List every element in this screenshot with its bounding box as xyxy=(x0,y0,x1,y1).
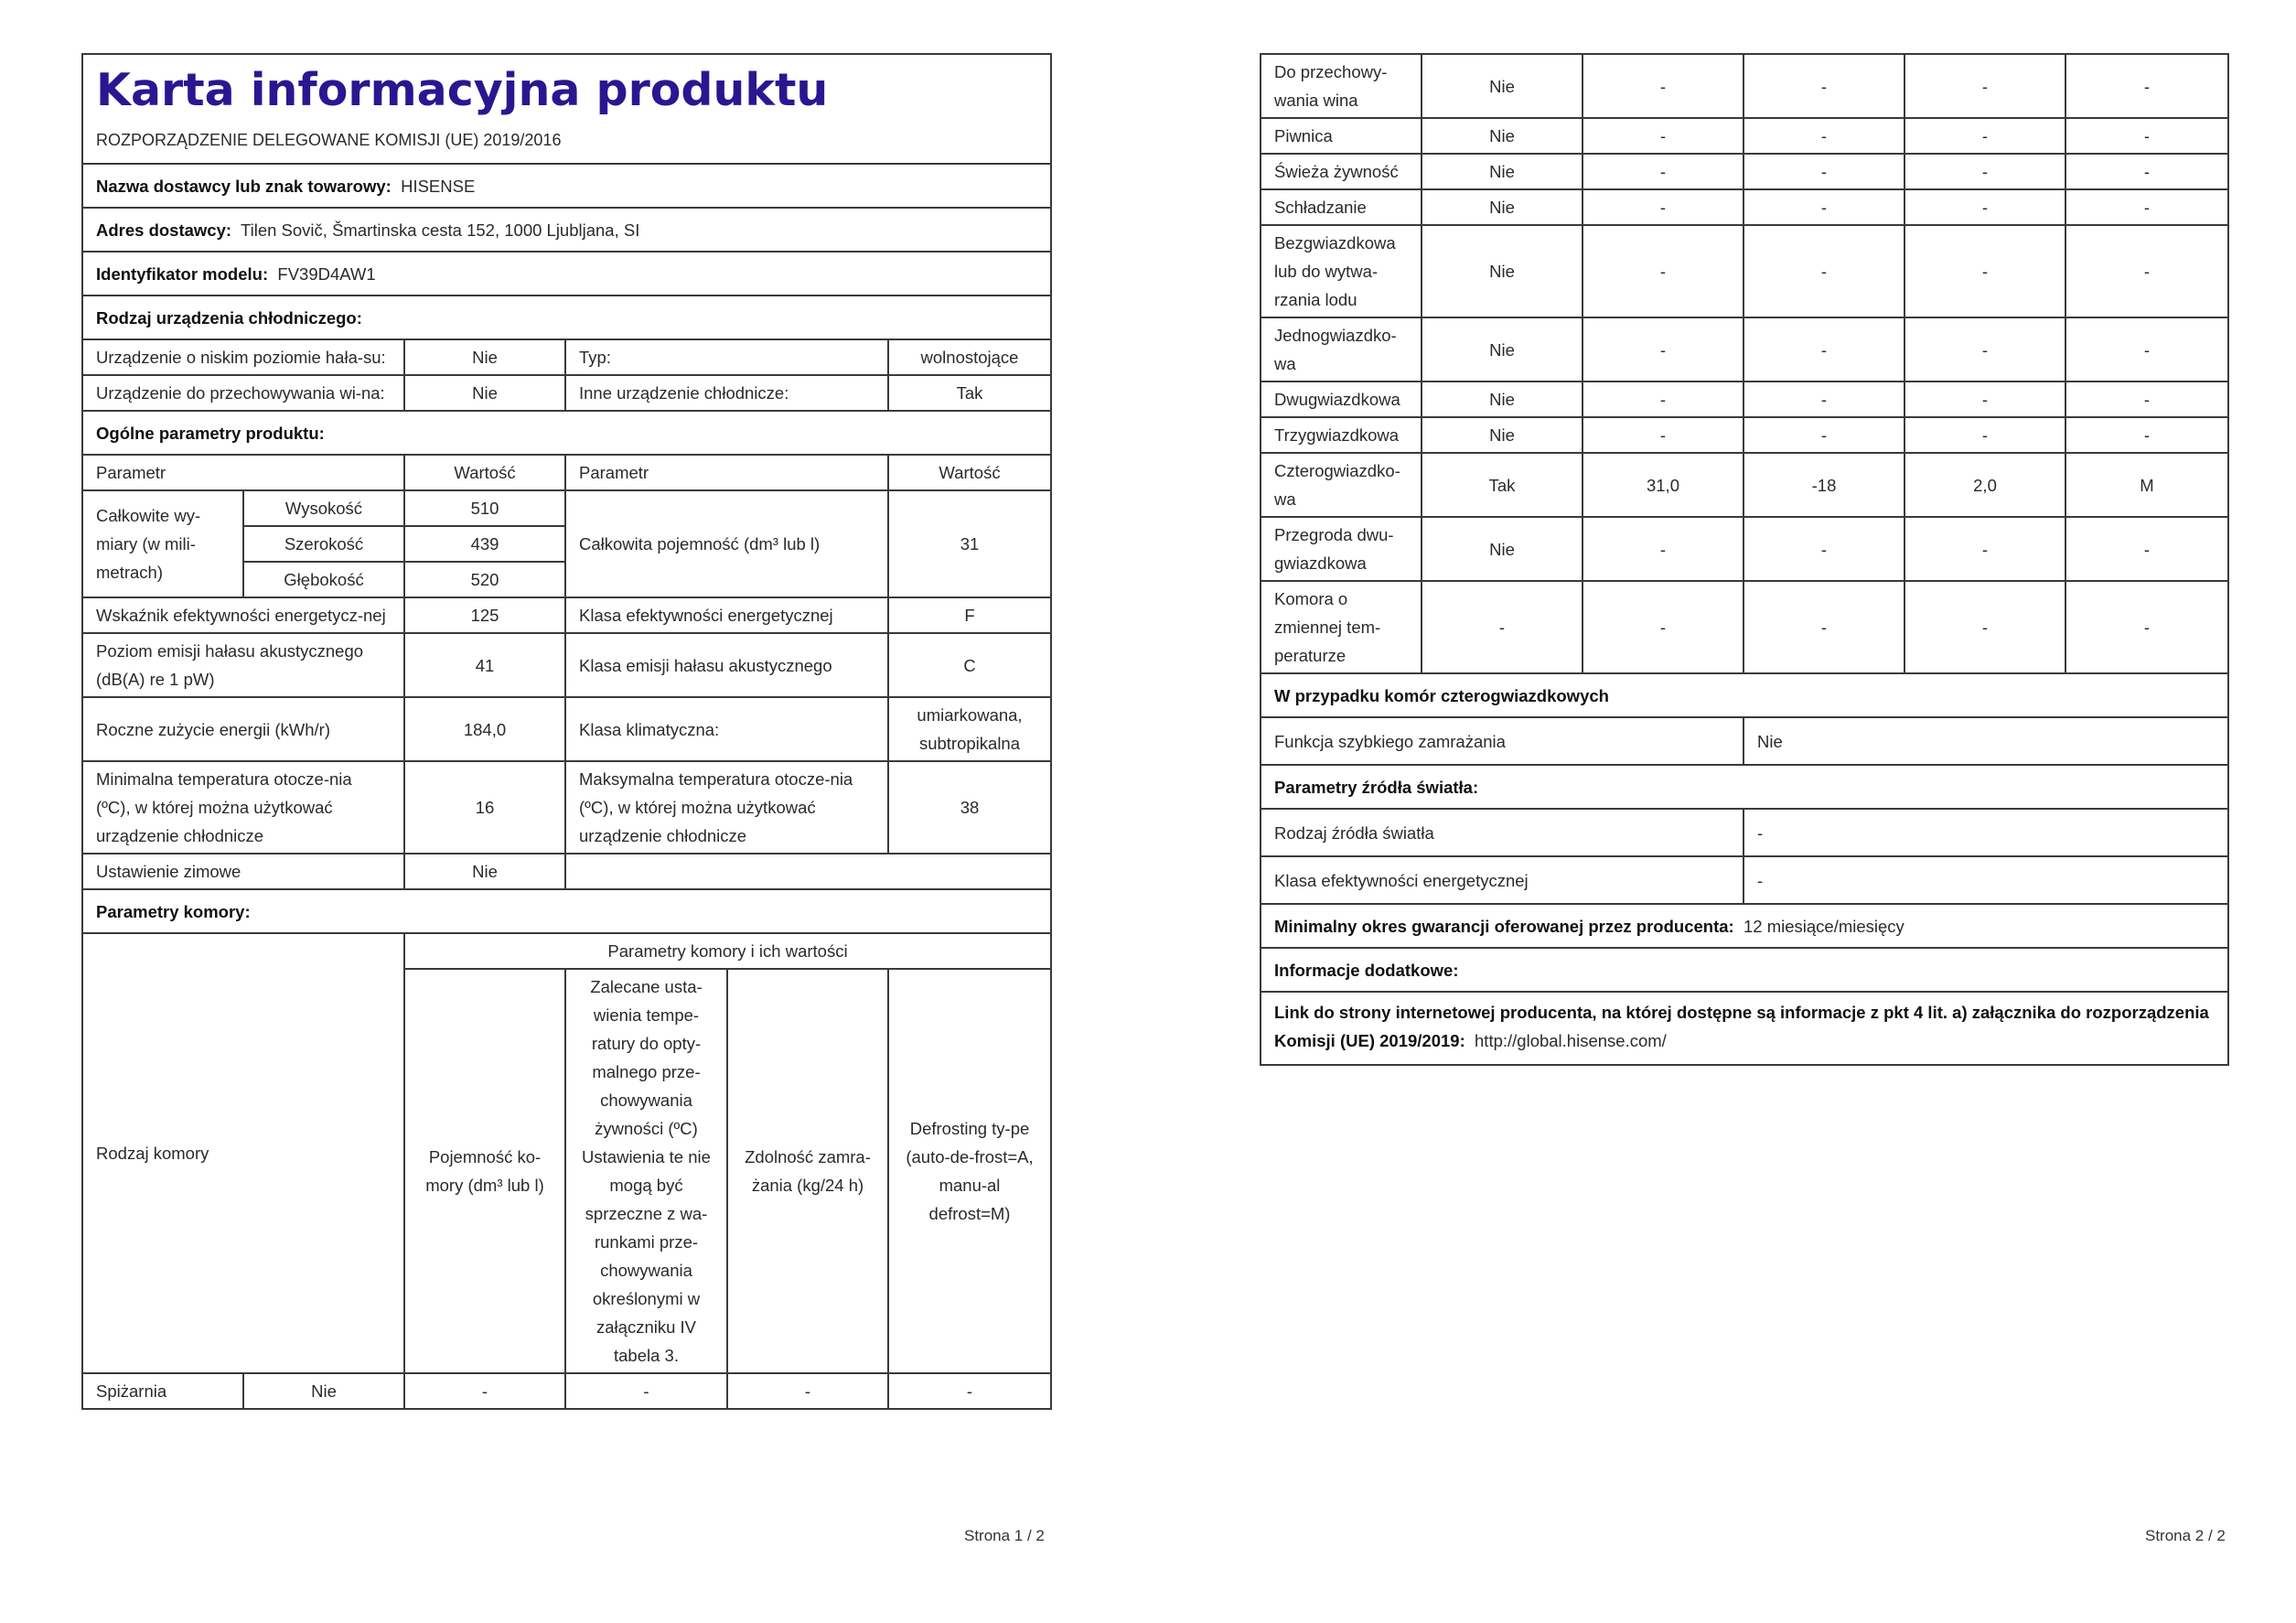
climate-class-value: umiarkowana, subtropikalna xyxy=(888,697,1051,761)
compartment-name: Piwnica xyxy=(1261,118,1422,154)
page-title: Karta informacyjna produktu xyxy=(96,64,829,116)
compartment-temp: - xyxy=(1743,225,1904,317)
compartment-defrost: - xyxy=(2065,54,2228,118)
wine-device-label: Urządzenie do przechowywania wi-na: xyxy=(82,375,404,411)
compartment-row xyxy=(1261,189,2228,225)
supplier-address-value: Tilen Sovič, Šmartinska cesta 152, 1000 Ljubljana, SI xyxy=(241,220,640,240)
compartment-type-header: Rodzaj komory xyxy=(82,933,404,1373)
supplier-name-label: Nazwa dostawcy lub znak towarowy: xyxy=(96,176,392,196)
compartment-present: Nie xyxy=(1422,382,1583,417)
compartment-freeze: - xyxy=(1904,417,2065,453)
compartment-row xyxy=(1261,225,2228,317)
compartment-row xyxy=(1261,382,2228,417)
compartment-volume: - xyxy=(1583,154,1743,189)
type-value: wolnostojące xyxy=(888,339,1051,375)
compartment-defrost: - xyxy=(2065,382,2228,417)
compartment-row xyxy=(1261,581,2228,673)
type-label: Typ: xyxy=(565,339,888,375)
compartment-row xyxy=(1261,317,2228,382)
compartment-freeze: - xyxy=(1904,118,2065,154)
compartment-freeze: - xyxy=(1904,154,2065,189)
height-value: 510 xyxy=(404,490,565,526)
compartment-name: Jednogwiazdko-wa xyxy=(1261,317,1422,382)
light-source-section: Parametry źródła światła: xyxy=(1261,765,2228,809)
winter-setting-label: Ustawienie zimowe xyxy=(82,854,404,889)
compartment-row xyxy=(1261,54,2228,118)
compartment-present: Tak xyxy=(1422,453,1583,517)
min-temp-label: Minimalna temperatura otocze-nia (ºC), w której można użytkować urządzenie chłodnicze xyxy=(82,761,404,854)
winter-setting-value: Nie xyxy=(404,854,565,889)
height-label: Wysokość xyxy=(243,490,404,526)
eei-label: Wskaźnik efektywności energetycz-nej xyxy=(82,597,404,633)
max-temp-value: 38 xyxy=(888,761,1051,854)
compartment-freeze-header: Zdolność zamra-żania (kg/24 h) xyxy=(727,969,888,1373)
compartment-volume: - xyxy=(1583,382,1743,417)
manufacturer-link[interactable]: http://global.hisense.com/ xyxy=(1475,1031,1667,1050)
other-device-value: Tak xyxy=(888,375,1051,411)
noise-emission-label: Poziom emisji hałasu akustycznego (dB(A) re 1 pW) xyxy=(82,633,404,697)
fast-freeze-value: Nie xyxy=(1743,717,2228,765)
warranty-value: 12 miesiące/miesięcy xyxy=(1743,916,1904,936)
device-type-section: Rodzaj urządzenia chłodniczego: xyxy=(82,296,1051,339)
compartment-row xyxy=(1261,517,2228,581)
width-label: Szerokość xyxy=(243,526,404,562)
low-noise-label: Urządzenie o niskim poziomie hała-su: xyxy=(82,339,404,375)
compartment-present: Nie xyxy=(243,1373,404,1409)
compartment-defrost: - xyxy=(2065,581,2228,673)
model-id-value: FV39D4AW1 xyxy=(277,263,376,284)
compartment-volume: - xyxy=(1583,517,1743,581)
width-value: 439 xyxy=(404,526,565,562)
warranty-row xyxy=(1261,904,2228,948)
model-id-label: Identyfikator modelu: xyxy=(96,263,269,284)
compartment-present: Nie xyxy=(1422,154,1583,189)
compartment-temp: - xyxy=(1743,317,1904,382)
compartment-name: Do przechowy-wania wina xyxy=(1261,54,1422,118)
noise-emission-value: 41 xyxy=(404,633,565,697)
compartment-volume: 31,0 xyxy=(1583,453,1743,517)
wine-device-value: Nie xyxy=(404,375,565,411)
compartment-present: Nie xyxy=(1422,54,1583,118)
energy-class-label: Klasa efektywności energetycznej xyxy=(565,597,888,633)
compartment-temp: - xyxy=(1743,154,1904,189)
compartment-temp: - xyxy=(1743,517,1904,581)
compartment-volume: - xyxy=(1583,317,1743,382)
compartment-defrost: - xyxy=(888,1373,1051,1409)
compartment-volume: - xyxy=(1583,54,1743,118)
dimensions-label: Całkowite wy-miary (w mili-metrach) xyxy=(82,490,243,597)
regulation-reference: ROZPORZĄDZENIE DELEGOWANE KOMISJI (UE) 2019/2016 xyxy=(96,131,562,149)
compartment-freeze: - xyxy=(1904,317,2065,382)
light-source-value: - xyxy=(1743,809,2228,856)
total-volume-value: 31 xyxy=(888,490,1051,597)
compartment-temp-header: Zalecane usta-wienia tempe-ratury do opty-malnego prze-chowywania żywności (ºC) Ustawienia te nie mogą być sprzeczne z wa-runkami prze-chowywania określonymi w załączniku IV tabela 3. xyxy=(565,969,727,1373)
compartment-temp: - xyxy=(1743,382,1904,417)
compartment-present: Nie xyxy=(1422,517,1583,581)
compartment-freeze: - xyxy=(1904,189,2065,225)
min-temp-value: 16 xyxy=(404,761,565,854)
compartment-name: Bezgwiazdkowa lub do wytwa-rzania lodu xyxy=(1261,225,1422,317)
compartment-volume: - xyxy=(1583,225,1743,317)
compartment-defrost: - xyxy=(2065,417,2228,453)
fast-freeze-label: Funkcja szybkiego zamrażania xyxy=(1261,717,1743,765)
compartment-name: Dwugwiazdkowa xyxy=(1261,382,1422,417)
extra-info-section: Informacje dodatkowe: xyxy=(1261,948,2228,992)
compartment-defrost: - xyxy=(2065,517,2228,581)
supplier-address-row xyxy=(82,208,1051,252)
compartment-defrost: M xyxy=(2065,453,2228,517)
compartment-name: Spiżarnia xyxy=(82,1373,243,1409)
compartment-present: - xyxy=(1422,581,1583,673)
four-star-section: W przypadku komór czterogwiazdkowych xyxy=(1261,673,2228,717)
compartment-defrost: - xyxy=(2065,189,2228,225)
compartment-defrost: - xyxy=(2065,154,2228,189)
compartment-row xyxy=(1261,453,2228,517)
supplier-name-value: HISENSE xyxy=(401,176,476,196)
page-number-1: Strona 1 / 2 xyxy=(964,1527,1045,1544)
compartment-temp: - xyxy=(1743,417,1904,453)
compartment-present: Nie xyxy=(1422,417,1583,453)
compartment-volume: - xyxy=(1583,118,1743,154)
compartment-freeze: - xyxy=(727,1373,888,1409)
compartment-temp: - xyxy=(1743,189,1904,225)
noise-class-value: C xyxy=(888,633,1051,697)
compartment-freeze: - xyxy=(1904,54,2065,118)
compartment-name: Schładzanie xyxy=(1261,189,1422,225)
warranty-label: Minimalny okres gwarancji oferowanej przez producenta: xyxy=(1274,916,1734,936)
compartment-freeze: - xyxy=(1904,581,2065,673)
compartment-defrost-header: Defrosting ty-pe (auto-de-frost=A, manu-al defrost=M) xyxy=(888,969,1051,1373)
energy-class-value: F xyxy=(888,597,1051,633)
compartment-params-section: Parametry komory: xyxy=(82,889,1051,933)
compartment-row xyxy=(1261,417,2228,453)
col-param-header-2: Parametr xyxy=(565,455,888,490)
compartment-name: Trzygwiazdkowa xyxy=(1261,417,1422,453)
product-info-table-page-2 xyxy=(1260,53,2229,1066)
eei-value: 125 xyxy=(404,597,565,633)
compartment-temp: - xyxy=(1743,581,1904,673)
depth-label: Głębokość xyxy=(243,562,404,597)
depth-value: 520 xyxy=(404,562,565,597)
compartment-volume: - xyxy=(1583,189,1743,225)
low-noise-value: Nie xyxy=(404,339,565,375)
compartment-name: Czterogwiazdko-wa xyxy=(1261,453,1422,517)
max-temp-label: Maksymalna temperatura otocze-nia (ºC), w której można użytkować urządzenie chłodnicze xyxy=(565,761,888,854)
compartment-defrost: - xyxy=(2065,225,2228,317)
climate-class-label: Klasa klimatyczna: xyxy=(565,697,888,761)
page-number-2: Strona 2 / 2 xyxy=(2145,1527,2226,1544)
compartment-volume: - xyxy=(404,1373,565,1409)
manufacturer-link-label: Link do strony internetowej producenta, na której dostępne są informacje z pkt 4 lit. a) załącznika do rozporządzenia Komisji (UE) 2019/2019: xyxy=(1274,1003,2209,1050)
compartment-row xyxy=(1261,118,2228,154)
compartment-defrost: - xyxy=(2065,118,2228,154)
compartment-group-header: Parametry komory i ich wartości xyxy=(404,933,1051,969)
compartment-present: Nie xyxy=(1422,189,1583,225)
compartment-temp: - xyxy=(1743,118,1904,154)
other-device-label: Inne urządzenie chłodnicze: xyxy=(565,375,888,411)
compartment-volume: - xyxy=(1583,417,1743,453)
manufacturer-link-row xyxy=(1261,992,2228,1065)
compartment-volume-header: Pojemność ko-mory (dm³ lub l) xyxy=(404,969,565,1373)
light-class-value: - xyxy=(1743,856,2228,904)
supplier-address-label: Adres dostawcy: xyxy=(96,220,232,240)
model-id-row xyxy=(82,252,1051,296)
compartment-freeze: - xyxy=(1904,225,2065,317)
compartment-defrost: - xyxy=(2065,317,2228,382)
total-volume-label: Całkowita pojemność (dm³ lub l) xyxy=(565,490,888,597)
col-value-header: Wartość xyxy=(404,455,565,490)
light-class-label: Klasa efektywności energetycznej xyxy=(1261,856,1743,904)
compartment-name: Świeża żywność xyxy=(1261,154,1422,189)
general-params-section: Ogólne parametry produktu: xyxy=(82,411,1051,455)
noise-class-label: Klasa emisji hałasu akustycznego xyxy=(565,633,888,697)
compartment-row xyxy=(82,1373,1051,1409)
col-param-header: Parametr xyxy=(82,455,404,490)
compartment-row xyxy=(1261,154,2228,189)
supplier-name-row xyxy=(82,164,1051,208)
col-value-header-2: Wartość xyxy=(888,455,1051,490)
compartment-temp: - xyxy=(1743,54,1904,118)
compartment-name: Przegroda dwu-gwiazdkowa xyxy=(1261,517,1422,581)
compartment-freeze: - xyxy=(1904,382,2065,417)
compartment-present: Nie xyxy=(1422,118,1583,154)
compartment-freeze: - xyxy=(1904,517,2065,581)
light-source-label: Rodzaj źródła światła xyxy=(1261,809,1743,856)
compartment-temp: - xyxy=(565,1373,727,1409)
compartment-present: Nie xyxy=(1422,317,1583,382)
header-cell xyxy=(82,54,1051,164)
compartment-temp: -18 xyxy=(1743,453,1904,517)
empty-cell xyxy=(565,854,1051,889)
compartment-present: Nie xyxy=(1422,225,1583,317)
annual-energy-value: 184,0 xyxy=(404,697,565,761)
compartment-name: Komora o zmiennej tem-peraturze xyxy=(1261,581,1422,673)
annual-energy-label: Roczne zużycie energii (kWh/r) xyxy=(82,697,404,761)
compartment-freeze: 2,0 xyxy=(1904,453,2065,517)
compartment-volume: - xyxy=(1583,581,1743,673)
product-info-table-page-1 xyxy=(81,53,1052,1410)
